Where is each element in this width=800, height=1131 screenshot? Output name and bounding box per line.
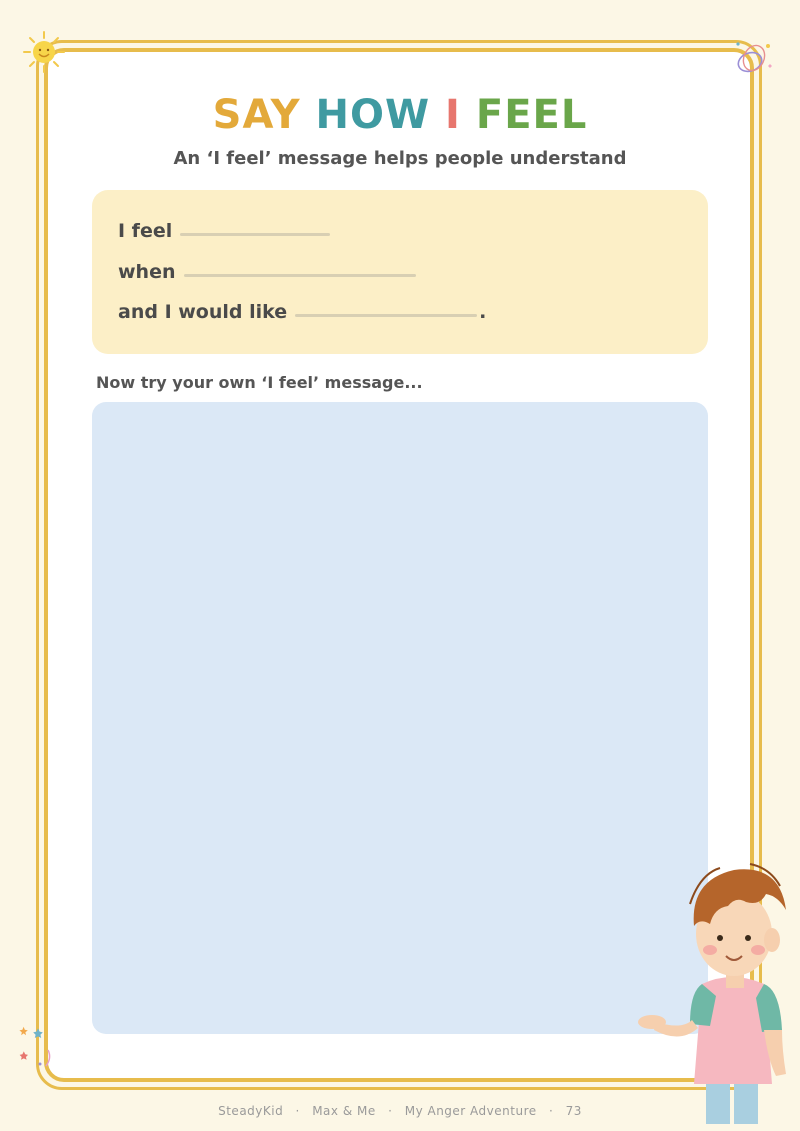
sun-icon bbox=[22, 30, 66, 74]
title-word-say: SAY bbox=[212, 92, 301, 138]
page-subtitle: An ‘I feel’ message helps people understand bbox=[173, 148, 627, 169]
title-word-feel: FEEL bbox=[475, 92, 588, 138]
prompt-period: . bbox=[479, 301, 487, 323]
footer-separator: · bbox=[295, 1104, 300, 1118]
prompt-line-would-like bbox=[118, 301, 486, 323]
footer-separator: · bbox=[548, 1104, 554, 1118]
prompt-line-feel bbox=[118, 220, 330, 242]
feel-blank[interactable] bbox=[180, 233, 330, 236]
would-like-blank[interactable] bbox=[295, 314, 477, 317]
footer-separator: · bbox=[388, 1104, 393, 1118]
prompt-line-when bbox=[118, 261, 416, 283]
i-feel-prompt-box bbox=[92, 190, 708, 354]
boy-illustration bbox=[630, 852, 790, 1124]
own-message-writing-area[interactable] bbox=[92, 402, 708, 1034]
footer-book: My Anger Adventure bbox=[404, 1104, 537, 1118]
footer-series: Max & Me bbox=[312, 1104, 376, 1118]
sparkle-doodle-icon bbox=[728, 34, 778, 84]
title-word-how: HOW bbox=[315, 92, 431, 138]
page-footer bbox=[0, 1104, 800, 1118]
prompt-label-feel: I feel bbox=[118, 220, 173, 242]
own-message-label: Now try your own ‘I feel’ message... bbox=[96, 373, 423, 392]
stars-doodle-icon bbox=[14, 1022, 66, 1072]
prompt-label-when: when bbox=[118, 261, 176, 283]
prompt-label-would-like: and I would like bbox=[118, 301, 288, 323]
footer-brand: SteadyKid bbox=[218, 1104, 284, 1118]
page-number: 73 bbox=[565, 1104, 582, 1118]
page-title bbox=[0, 92, 800, 138]
title-word-i: I bbox=[445, 92, 461, 138]
when-blank[interactable] bbox=[184, 274, 416, 277]
